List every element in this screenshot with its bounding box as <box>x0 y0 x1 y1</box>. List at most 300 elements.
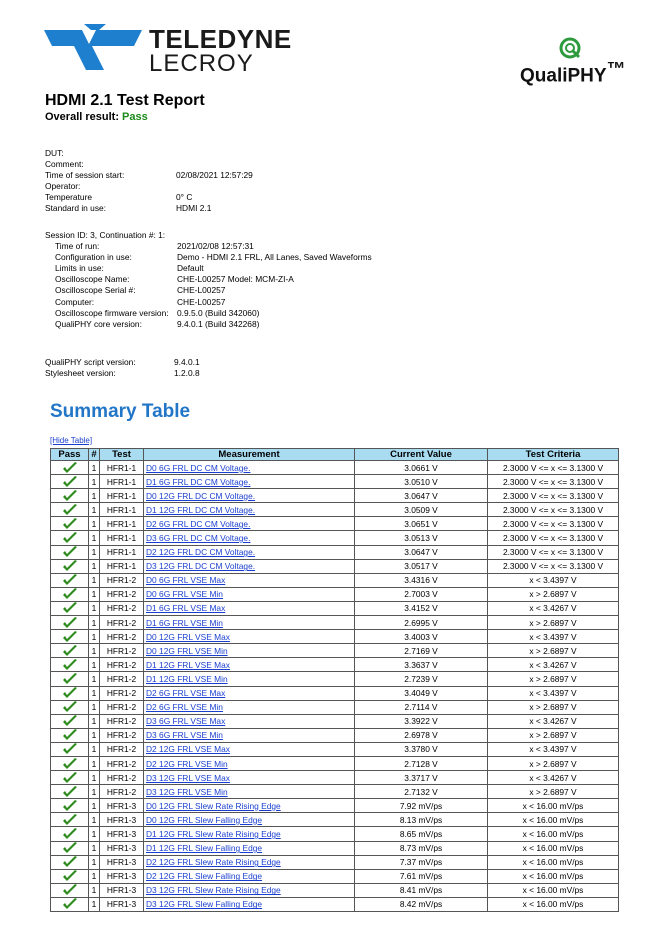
test-id-cell: HFR1-2 <box>100 785 144 799</box>
green-check-icon <box>62 701 78 713</box>
table-row <box>51 813 619 827</box>
test-id-cell: HFR1-2 <box>100 587 144 601</box>
info-label: Time of session start: <box>45 170 125 181</box>
table-row <box>51 728 619 742</box>
green-check-icon <box>62 617 78 629</box>
run-number-cell: 1 <box>89 813 100 827</box>
test-id-cell: HFR1-3 <box>100 897 144 911</box>
current-value-cell: 3.3922 V <box>355 714 488 728</box>
green-check-icon <box>62 884 78 896</box>
run-number-cell: 1 <box>89 503 100 517</box>
table-row <box>51 587 619 601</box>
info-label: Temperature <box>45 192 93 203</box>
measurement-link[interactable]: D1 6G FRL VSE Max <box>144 601 355 615</box>
green-check-icon <box>62 602 78 614</box>
info-label: Oscilloscope firmware version: <box>55 307 169 318</box>
current-value-cell: 2.7132 V <box>355 785 488 799</box>
table-row <box>51 573 619 587</box>
table-row <box>51 841 619 855</box>
test-id-cell: HFR1-2 <box>100 616 144 630</box>
measurement-link[interactable]: D3 6G FRL DC CM Voltage. <box>144 531 355 545</box>
test-id-cell: HFR1-2 <box>100 771 144 785</box>
measurement-link[interactable]: D3 12G FRL VSE Min <box>144 785 355 799</box>
current-value-cell: 8.41 mV/ps <box>355 883 488 897</box>
info-label: Limits in use: <box>55 263 104 274</box>
brand-line-1: TELEDYNE <box>149 24 292 54</box>
green-check-icon <box>62 758 78 770</box>
col-test: Test <box>100 449 144 461</box>
info-label: Operator: <box>45 181 81 192</box>
current-value-cell: 8.42 mV/ps <box>355 897 488 911</box>
pass-cell <box>51 616 89 630</box>
test-criteria-cell: x > 2.6897 V <box>488 644 619 658</box>
measurement-link[interactable]: D0 12G FRL VSE Min <box>144 644 355 658</box>
measurement-link[interactable]: D2 12G FRL VSE Max <box>144 742 355 756</box>
report-header <box>0 0 672 90</box>
run-number-cell: 1 <box>89 616 100 630</box>
test-criteria-cell: x > 2.6897 V <box>488 700 619 714</box>
measurement-link[interactable]: D2 12G FRL VSE Min <box>144 756 355 770</box>
measurement-link[interactable]: D3 6G FRL VSE Min <box>144 728 355 742</box>
test-criteria-cell: x < 3.4397 V <box>488 686 619 700</box>
current-value-cell: 3.0513 V <box>355 531 488 545</box>
teledyne-mark-icon <box>44 24 144 80</box>
measurement-link[interactable]: D0 6G FRL VSE Min <box>144 587 355 601</box>
measurement-link[interactable]: D0 12G FRL Slew Rate Rising Edge <box>144 799 355 813</box>
measurement-link[interactable]: D2 6G FRL VSE Min <box>144 700 355 714</box>
run-number-cell: 1 <box>89 785 100 799</box>
current-value-cell: 2.7169 V <box>355 644 488 658</box>
test-criteria-cell: x > 2.6897 V <box>488 785 619 799</box>
info-label: Oscilloscope Serial #: <box>55 285 136 296</box>
pass-cell <box>51 897 89 911</box>
current-value-cell: 3.0517 V <box>355 559 488 573</box>
green-check-icon <box>62 772 78 784</box>
info-value: 2021/02/08 12:57:31 <box>177 241 254 252</box>
summary-title: Summary Table <box>50 401 191 422</box>
green-check-icon <box>62 898 78 910</box>
green-check-icon <box>62 490 78 502</box>
test-id-cell: HFR1-2 <box>100 644 144 658</box>
current-value-cell: 3.0647 V <box>355 545 488 559</box>
table-row <box>51 672 619 686</box>
run-number-cell: 1 <box>89 686 100 700</box>
info-value: 9.4.0.1 <box>174 357 200 367</box>
test-id-cell: HFR1-3 <box>100 799 144 813</box>
test-id-cell: HFR1-1 <box>100 545 144 559</box>
info-value: CHE-L00257 <box>177 285 226 296</box>
measurement-link[interactable]: D3 12G FRL VSE Max <box>144 771 355 785</box>
current-value-cell: 3.0509 V <box>355 503 488 517</box>
pass-cell <box>51 728 89 742</box>
green-check-icon <box>62 814 78 826</box>
pass-cell <box>51 658 89 672</box>
measurement-link[interactable]: D2 12G FRL Slew Falling Edge <box>144 869 355 883</box>
info-value: Default <box>177 263 204 274</box>
overall-result-value: Pass <box>122 111 148 123</box>
current-value-cell: 3.3780 V <box>355 742 488 756</box>
run-number-cell: 1 <box>89 489 100 503</box>
green-check-icon <box>62 729 78 741</box>
test-id-cell: HFR1-1 <box>100 489 144 503</box>
brand-line-2: LECROY <box>149 50 254 77</box>
run-number-cell: 1 <box>89 601 100 615</box>
test-criteria-cell: x < 3.4397 V <box>488 742 619 756</box>
pass-cell <box>51 672 89 686</box>
measurement-link[interactable]: D3 6G FRL VSE Max <box>144 714 355 728</box>
table-row <box>51 897 619 911</box>
table-row <box>51 799 619 813</box>
test-id-cell: HFR1-2 <box>100 630 144 644</box>
info-label: QualiPHY script version: <box>45 357 136 367</box>
current-value-cell: 3.4003 V <box>355 630 488 644</box>
measurement-link[interactable]: D2 6G FRL DC CM Voltage. <box>144 517 355 531</box>
green-check-icon <box>62 560 78 572</box>
current-value-cell: 3.4049 V <box>355 686 488 700</box>
info-label: Oscilloscope Name: <box>55 274 130 285</box>
table-row <box>51 700 619 714</box>
green-check-icon <box>62 588 78 600</box>
run-number-cell: 1 <box>89 672 100 686</box>
run-number-cell: 1 <box>89 559 100 573</box>
test-id-cell: HFR1-2 <box>100 714 144 728</box>
green-check-icon <box>62 800 78 812</box>
info-value: 02/08/2021 12:57:29 <box>176 170 253 181</box>
measurement-link[interactable]: D0 12G FRL Slew Falling Edge <box>144 813 355 827</box>
info-value: Demo - HDMI 2.1 FRL, All Lanes, Saved Waveforms <box>177 252 372 263</box>
test-criteria-cell: x < 16.00 mV/ps <box>488 883 619 897</box>
info-row <box>45 274 294 285</box>
test-id-cell: HFR1-1 <box>100 475 144 489</box>
run-number-cell: 1 <box>89 869 100 883</box>
test-criteria-cell: x < 3.4267 V <box>488 601 619 615</box>
run-number-cell: 1 <box>89 756 100 770</box>
test-criteria-cell: x < 3.4397 V <box>488 630 619 644</box>
green-check-icon <box>62 574 78 586</box>
run-number-cell: 1 <box>89 630 100 644</box>
test-criteria-cell: 2.3000 V <= x <= 3.1300 V <box>488 531 619 545</box>
teledyne-lecroy-logo <box>44 24 292 80</box>
info-label: Time of run: <box>55 241 100 252</box>
test-id-cell: HFR1-3 <box>100 883 144 897</box>
qualiphy-q-icon <box>558 36 582 60</box>
current-value-cell: 3.0647 V <box>355 489 488 503</box>
run-number-cell: 1 <box>89 799 100 813</box>
summary-table <box>50 448 619 912</box>
info-row <box>45 285 226 296</box>
info-row <box>45 318 260 330</box>
test-id-cell: HFR1-2 <box>100 728 144 742</box>
table-row <box>51 601 619 615</box>
test-criteria-cell: x < 16.00 mV/ps <box>488 869 619 883</box>
test-id-cell: HFR1-1 <box>100 531 144 545</box>
test-criteria-cell: x < 16.00 mV/ps <box>488 799 619 813</box>
run-number-cell: 1 <box>89 827 100 841</box>
green-check-icon <box>62 659 78 671</box>
measurement-link[interactable]: D0 6G FRL DC CM Voltage. <box>144 461 355 475</box>
test-id-cell: HFR1-1 <box>100 461 144 475</box>
col-test-criteria: Test Criteria <box>488 449 619 461</box>
current-value-cell: 3.0661 V <box>355 461 488 475</box>
pass-cell <box>51 756 89 770</box>
overall-result <box>45 111 148 124</box>
test-criteria-cell: 2.3000 V <= x <= 3.1300 V <box>488 489 619 503</box>
measurement-link[interactable]: D2 12G FRL Slew Rate Rising Edge <box>144 855 355 869</box>
info-value: 9.4.0.1 (Build 342268) <box>177 318 260 329</box>
green-check-icon <box>62 842 78 854</box>
green-check-icon <box>62 743 78 755</box>
pass-cell <box>51 630 89 644</box>
info-value: 1.2.0.8 <box>174 368 200 379</box>
measurement-link[interactable]: D3 12G FRL Slew Falling Edge <box>144 897 355 911</box>
pass-cell <box>51 813 89 827</box>
table-row <box>51 489 619 503</box>
measurement-link[interactable]: D1 12G FRL Slew Rate Rising Edge <box>144 827 355 841</box>
pass-cell <box>51 601 89 615</box>
info-value: 0° C <box>176 192 193 203</box>
test-id-cell: HFR1-2 <box>100 756 144 770</box>
measurement-link[interactable]: D2 6G FRL VSE Max <box>144 686 355 700</box>
table-row <box>51 517 619 531</box>
table-row <box>51 827 619 841</box>
current-value-cell: 3.3637 V <box>355 658 488 672</box>
run-number-cell: 1 <box>89 573 100 587</box>
run-number-cell: 1 <box>89 841 100 855</box>
table-row <box>51 475 619 489</box>
green-check-icon <box>62 462 78 474</box>
pass-cell <box>51 827 89 841</box>
green-check-icon <box>62 786 78 798</box>
test-criteria-cell: x < 3.4267 V <box>488 658 619 672</box>
measurement-link[interactable]: D1 12G FRL Slew Falling Edge <box>144 841 355 855</box>
col-measurement: Measurement <box>144 449 355 461</box>
current-value-cell: 8.65 mV/ps <box>355 827 488 841</box>
test-id-cell: HFR1-1 <box>100 559 144 573</box>
current-value-cell: 2.6978 V <box>355 728 488 742</box>
measurement-link[interactable]: D0 12G FRL DC CM Voltage. <box>144 489 355 503</box>
hide-table-link[interactable]: [Hide Table] <box>50 436 93 445</box>
pass-cell <box>51 573 89 587</box>
table-row <box>51 771 619 785</box>
green-check-icon <box>62 532 78 544</box>
run-number-cell: 1 <box>89 644 100 658</box>
current-value-cell: 7.61 mV/ps <box>355 869 488 883</box>
table-row <box>51 742 619 756</box>
test-criteria-cell: 2.3000 V <= x <= 3.1300 V <box>488 517 619 531</box>
measurement-link[interactable]: D1 6G FRL VSE Min <box>144 616 355 630</box>
summary-header-row <box>51 449 619 461</box>
info-row <box>45 263 204 274</box>
table-row <box>51 855 619 869</box>
run-number-cell: 1 <box>89 587 100 601</box>
info-value: HDMI 2.1 <box>176 203 212 214</box>
run-number-cell: 1 <box>89 714 100 728</box>
run-number-cell: 1 <box>89 728 100 742</box>
info-row <box>45 307 260 319</box>
info-label: Computer: <box>55 296 95 307</box>
table-row <box>51 869 619 883</box>
current-value-cell: 7.92 mV/ps <box>355 799 488 813</box>
run-number-cell: 1 <box>89 742 100 756</box>
info-label: Stylesheet version: <box>45 368 116 379</box>
pass-cell <box>51 841 89 855</box>
test-criteria-cell: x < 3.4267 V <box>488 714 619 728</box>
table-row <box>51 559 619 573</box>
session-info-block <box>45 230 372 330</box>
green-check-icon <box>62 870 78 882</box>
table-row <box>51 531 619 545</box>
table-row <box>51 756 619 770</box>
qualiphy-logo <box>520 36 626 87</box>
current-value-cell: 2.6995 V <box>355 616 488 630</box>
table-row <box>51 644 619 658</box>
current-value-cell: 3.0651 V <box>355 517 488 531</box>
table-row <box>51 630 619 644</box>
test-criteria-cell: x > 2.6897 V <box>488 672 619 686</box>
current-value-cell: 7.37 mV/ps <box>355 855 488 869</box>
test-id-cell: HFR1-2 <box>100 742 144 756</box>
info-row <box>45 241 254 252</box>
current-value-cell: 3.4152 V <box>355 601 488 615</box>
trademark: ™ <box>606 59 626 80</box>
table-row <box>51 503 619 517</box>
current-value-cell: 2.7239 V <box>355 672 488 686</box>
run-number-cell: 1 <box>89 771 100 785</box>
green-check-icon <box>62 828 78 840</box>
test-id-cell: HFR1-3 <box>100 869 144 883</box>
table-row <box>51 686 619 700</box>
test-criteria-cell: 2.3000 V <= x <= 3.1300 V <box>488 559 619 573</box>
test-criteria-cell: x < 16.00 mV/ps <box>488 827 619 841</box>
measurement-link[interactable]: D3 12G FRL Slew Rate Rising Edge <box>144 883 355 897</box>
test-id-cell: HFR1-1 <box>100 517 144 531</box>
measurement-link[interactable]: D1 12G FRL DC CM Voltage. <box>144 503 355 517</box>
pass-cell <box>51 771 89 785</box>
pass-cell <box>51 742 89 756</box>
measurement-link[interactable]: D2 12G FRL DC CM Voltage. <box>144 545 355 559</box>
test-criteria-cell: x < 3.4267 V <box>488 771 619 785</box>
info-label: QualiPHY core version: <box>55 318 142 329</box>
current-value-cell: 3.0510 V <box>355 475 488 489</box>
col-current-value: Current Value <box>355 449 488 461</box>
test-id-cell: HFR1-2 <box>100 686 144 700</box>
table-row <box>51 461 619 475</box>
info-value: CHE-L00257 Model: MCM-ZI-A <box>177 274 294 285</box>
green-check-icon <box>62 715 78 727</box>
test-id-cell: HFR1-2 <box>100 700 144 714</box>
info-label: Standard in use: <box>45 203 106 214</box>
test-criteria-cell: 2.3000 V <= x <= 3.1300 V <box>488 545 619 559</box>
pass-cell <box>51 475 89 489</box>
green-check-icon <box>62 518 78 530</box>
test-id-cell: HFR1-2 <box>100 601 144 615</box>
measurement-link[interactable]: D1 12G FRL VSE Min <box>144 672 355 686</box>
col-number: # <box>89 449 100 461</box>
col-pass: Pass <box>51 449 89 461</box>
green-check-icon <box>62 504 78 516</box>
test-criteria-cell: x < 16.00 mV/ps <box>488 897 619 911</box>
pass-cell <box>51 559 89 573</box>
test-id-cell: HFR1-3 <box>100 841 144 855</box>
info-label: Configuration in use: <box>55 252 132 263</box>
current-value-cell: 3.4316 V <box>355 573 488 587</box>
pass-cell <box>51 461 89 475</box>
test-criteria-cell: x < 16.00 mV/ps <box>488 855 619 869</box>
test-id-cell: HFR1-3 <box>100 827 144 841</box>
green-check-icon <box>62 687 78 699</box>
green-check-icon <box>62 476 78 488</box>
green-check-icon <box>62 856 78 868</box>
info-row <box>45 296 226 308</box>
table-row <box>51 714 619 728</box>
current-value-cell: 2.7114 V <box>355 700 488 714</box>
product-name: QualiPHY <box>520 65 607 87</box>
pass-cell <box>51 714 89 728</box>
run-number-cell: 1 <box>89 517 100 531</box>
pass-cell <box>51 855 89 869</box>
test-criteria-cell: x < 16.00 mV/ps <box>488 813 619 827</box>
test-criteria-cell: 2.3000 V <= x <= 3.1300 V <box>488 475 619 489</box>
green-check-icon <box>62 645 78 657</box>
pass-cell <box>51 869 89 883</box>
measurement-link[interactable]: D0 12G FRL VSE Max <box>144 630 355 644</box>
pass-cell <box>51 644 89 658</box>
pass-cell <box>51 503 89 517</box>
run-number-cell: 1 <box>89 897 100 911</box>
current-value-cell: 8.13 mV/ps <box>355 813 488 827</box>
test-criteria-cell: 2.3000 V <= x <= 3.1300 V <box>488 503 619 517</box>
pass-cell <box>51 587 89 601</box>
measurement-link[interactable]: D3 12G FRL DC CM Voltage. <box>144 559 355 573</box>
pass-cell <box>51 545 89 559</box>
test-id-cell: HFR1-2 <box>100 658 144 672</box>
info-label: DUT: <box>45 148 64 158</box>
info-label: Comment: <box>45 159 84 170</box>
current-value-cell: 3.3717 V <box>355 771 488 785</box>
pass-cell <box>51 686 89 700</box>
test-criteria-cell: x > 2.6897 V <box>488 728 619 742</box>
pass-cell <box>51 785 89 799</box>
table-row <box>51 545 619 559</box>
test-criteria-cell: x > 2.6897 V <box>488 756 619 770</box>
report-title: HDMI 2.1 Test Report <box>45 92 205 109</box>
info-value: 0.9.5.0 (Build 342060) <box>177 307 260 318</box>
test-id-cell: HFR1-2 <box>100 672 144 686</box>
pass-cell <box>51 799 89 813</box>
current-value-cell: 8.73 mV/ps <box>355 841 488 855</box>
run-number-cell: 1 <box>89 461 100 475</box>
pass-cell <box>51 531 89 545</box>
table-row <box>51 785 619 799</box>
run-number-cell: 1 <box>89 531 100 545</box>
table-row <box>51 616 619 630</box>
measurement-link[interactable]: D0 6G FRL VSE Max <box>144 573 355 587</box>
current-value-cell: 2.7128 V <box>355 756 488 770</box>
measurement-link[interactable]: D1 6G FRL DC CM Voltage. <box>144 475 355 489</box>
test-id-cell: HFR1-3 <box>100 813 144 827</box>
test-criteria-cell: x > 2.6897 V <box>488 616 619 630</box>
test-criteria-cell: x < 3.4397 V <box>488 573 619 587</box>
measurement-link[interactable]: D1 12G FRL VSE Max <box>144 658 355 672</box>
test-criteria-cell: x > 2.6897 V <box>488 587 619 601</box>
pass-cell <box>51 700 89 714</box>
pass-cell <box>51 517 89 531</box>
test-id-cell: HFR1-1 <box>100 503 144 517</box>
run-number-cell: 1 <box>89 855 100 869</box>
session-heading: Session ID: 3, Continuation #: 1: <box>45 230 166 240</box>
test-criteria-cell: 2.3000 V <= x <= 3.1300 V <box>488 461 619 475</box>
run-number-cell: 1 <box>89 545 100 559</box>
